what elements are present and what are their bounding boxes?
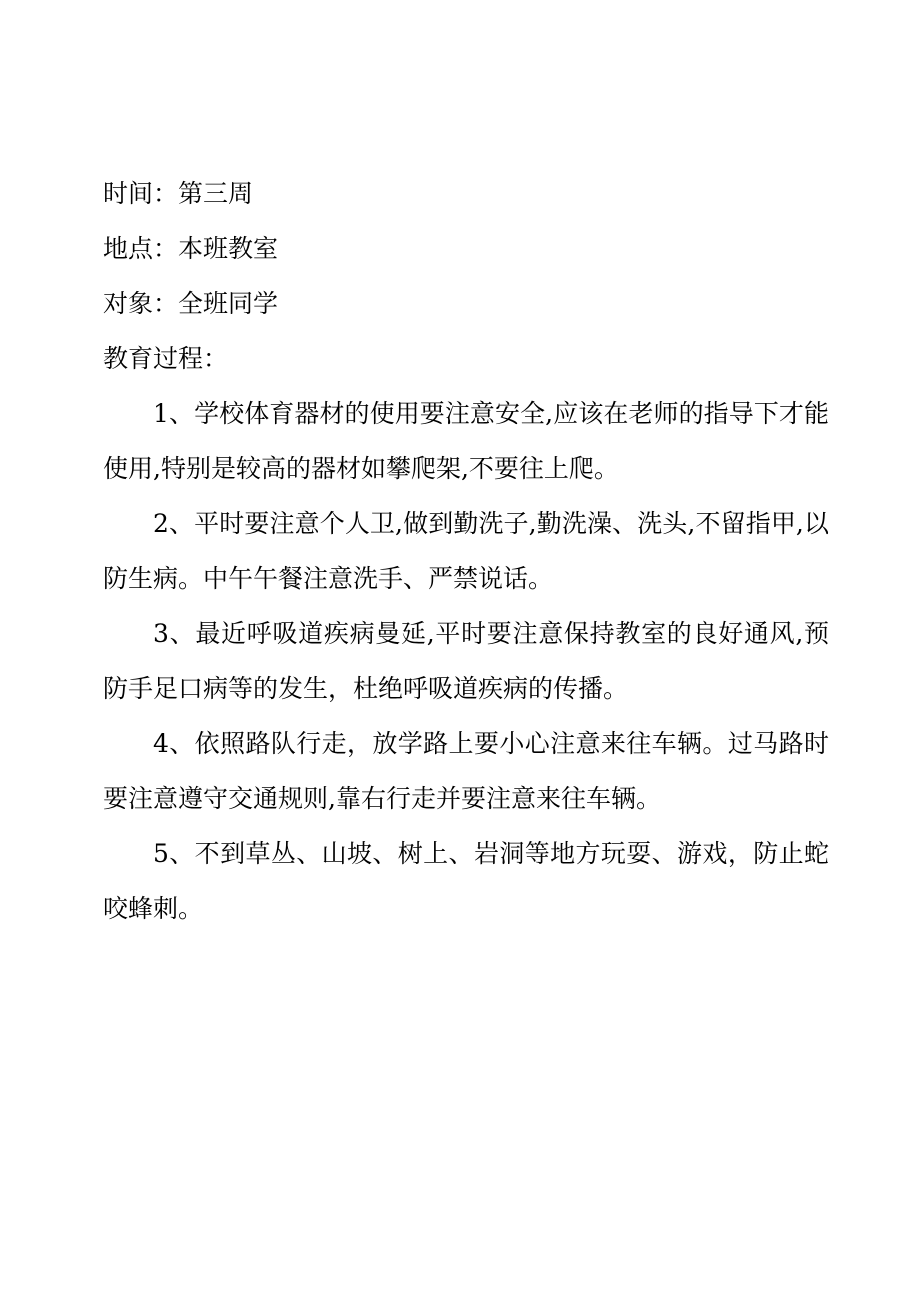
- document-body: [103, 166, 829, 936]
- time-line: 时间：第三周: [103, 179, 254, 208]
- list-item: 4、依照路队行走，放学路上要小心注意来往车辆。过马路时要注意遵守交通规则,靠右行走并要注意来往车辆。: [103, 729, 829, 813]
- list-item: 2、平时要注意个人卫,做到勤洗子,勤洗澡、洗头,不留指甲,以防生病。中午午餐注意洗手、严禁说话。: [103, 509, 829, 593]
- process-heading: 教育过程：: [103, 344, 229, 373]
- list-item: 1、学校体育器材的使用要注意安全,应该在老师的指导下才能使用,特别是较高的器材如攀爬架,不要往上爬。: [103, 399, 829, 483]
- location-line: 地点：本班教室: [103, 234, 279, 263]
- list-item: 3、最近呼吸道疾病曼延,平时要注意保持教室的良好通风,预防手足口病等的发生，杜绝呼吸道疾病的传播。: [103, 619, 829, 703]
- list-item: 5、不到草丛、山坡、树上、岩洞等地方玩耍、游戏，防止蛇咬蜂刺。: [103, 839, 829, 923]
- audience-line: 对象：全班同学: [103, 289, 279, 318]
